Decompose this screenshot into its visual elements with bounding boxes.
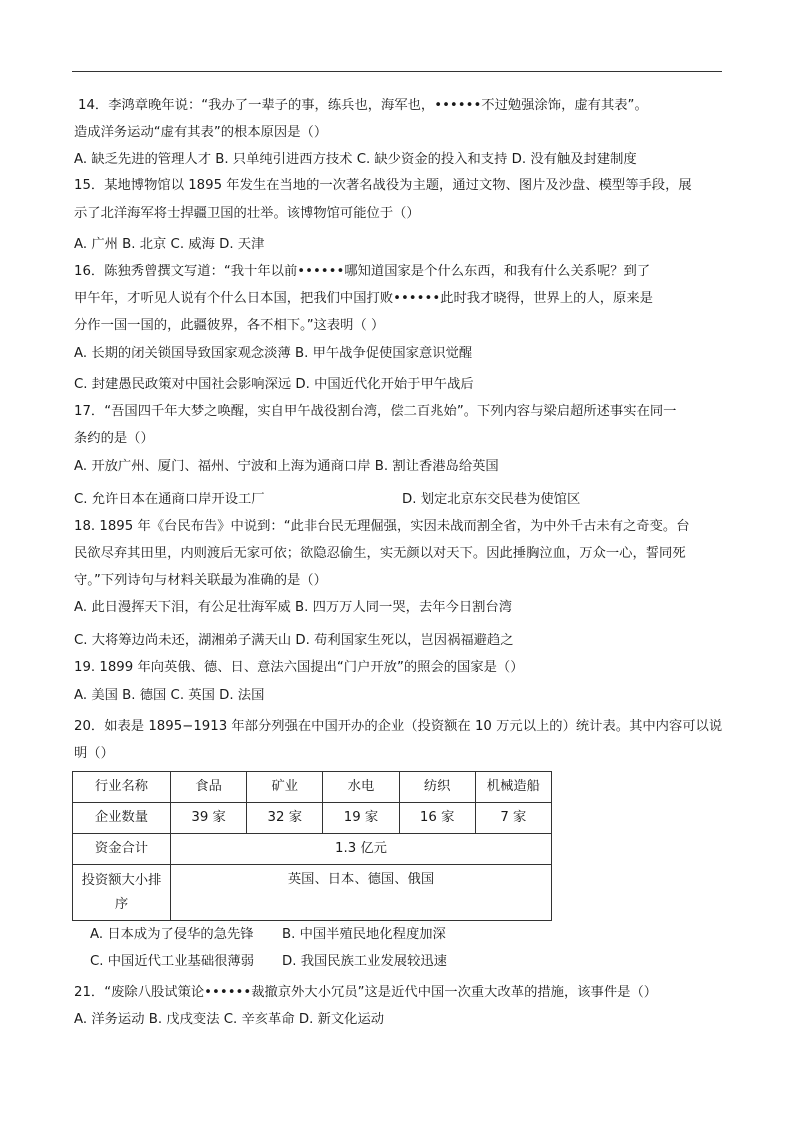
- rank-label-cell: [73, 865, 171, 921]
- q16-stem-line-1: 16．陈独秀曾撰文写道：“我十年以前••••••哪知道国家是个什么东西，和我有什么关系呢？到了: [74, 264, 651, 279]
- q14-stem-line-1: 14．李鸿章晚年说：“我办了一辈子的事，练兵也，海军也，••••••不过勉强涂饰，虚有其表”。: [78, 98, 648, 113]
- q20-option-a: A. 日本成为了侵华的急先锋: [90, 927, 254, 942]
- table-cell: 32 家: [247, 803, 323, 834]
- table-cell: 矿业: [247, 772, 323, 803]
- table-cell: 食品: [171, 772, 247, 803]
- table-cell: 机械造船: [475, 772, 551, 803]
- q20-option-b: B. 中国半殖民地化程度加深: [282, 927, 446, 942]
- table-row: [73, 803, 552, 834]
- q18-stem-line-3: 守。”下列诗句与材料关联最为准确的是（）: [74, 573, 327, 588]
- q15-options: A. 广州 B. 北京 C. 威海 D. 天津: [74, 237, 265, 252]
- table-cell: 企业数量: [73, 803, 171, 834]
- q21-options: A. 洋务运动 B. 戊戌变法 C. 辛亥革命 D. 新文化运动: [74, 1012, 385, 1027]
- table-row: [73, 865, 552, 921]
- q17-option-a-b: A. 开放广州、厦门、福州、宁波和上海为通商口岸 B. 割让香港岛给英国: [74, 459, 499, 474]
- q20-option-c: C. 中国近代工业基础很薄弱: [90, 954, 255, 969]
- header-rule: [72, 71, 722, 72]
- q15-stem-line-1: 15．某地博物馆以 1895 年发生在当地的一次著名战役为主题，通过文物、图片及沙盘、模型等手段，展: [74, 178, 692, 193]
- investment-stats-table: [72, 771, 552, 921]
- q19-stem: 19. 1899 年向英俄、德、日、意法六国提出“门户开放”的照会的国家是（）: [74, 660, 524, 675]
- q14-options: A. 缺乏先进的管理人才 B. 只单纯引进西方技术 C. 缺少资金的投入和支持 D. 没有触及封建制度: [74, 152, 637, 167]
- q20-stem-line-1: 20．如表是 1895−1913 年部分列强在中国开办的企业（投资额在 10 万元以上的）统计表。其中内容可以说: [74, 719, 723, 734]
- q16-stem-line-2: 甲午年，才听见人说有个什么日本国，把我们中国打败••••••此时我才晓得，世界上的人，原来是: [74, 291, 653, 306]
- table-cell: 19 家: [323, 803, 399, 834]
- q16-options-line-2: C. 封建愚民政策对中国社会影响深远 D. 中国近代化开始于甲午战后: [74, 377, 474, 392]
- table-row: [73, 834, 552, 865]
- rank-label-line-1: 投资额大小排: [81, 872, 162, 888]
- q17-option-d: D. 划定北京东交民巷为使馆区: [402, 492, 581, 507]
- table-cell: 纺织: [399, 772, 475, 803]
- rank-value-cell: 英国、日本、德国、俄国: [171, 865, 552, 921]
- q17-option-c: C. 允许日本在通商口岸开设工厂: [74, 492, 265, 507]
- q16-options-line-1: A. 长期的闭关锁国导致国家观念淡薄 B. 甲午战争促使国家意识觉醒: [74, 346, 473, 361]
- table-cell: 水电: [323, 772, 399, 803]
- q20-stem-line-2: 明（）: [74, 746, 114, 761]
- q15-stem-line-2: 示了北洋海军将士捍疆卫国的壮举。该博物馆可能位于（）: [74, 206, 420, 221]
- q20-option-d: D. 我国民族工业发展较迅速: [282, 954, 447, 969]
- q18-stem-line-2: 民欲尽弃其田里，内则渡后无家可依；欲隐忍偷生，实无颜以对天下。因此捶胸泣血，万众一心，誓同死: [74, 546, 686, 561]
- q18-options-line-1: A. 此日漫挥天下泪，有公足壮海军威 B. 四万万人同一哭，去年今日割台湾: [74, 600, 513, 615]
- q19-options: A. 美国 B. 德国 C. 英国 D. 法国: [74, 688, 265, 703]
- q17-stem-line-1: 17．“吾国四千年大梦之唤醒，实自甲午战役割台湾，偿二百兆始”。下列内容与梁启超所述事实在同一: [74, 404, 677, 419]
- q14-stem-line-2: 造成洋务运动“虚有其表”的根本原因是（）: [74, 125, 328, 140]
- q17-stem-line-2: 条约的是（）: [74, 431, 154, 446]
- rank-label-line-2: 序: [114, 896, 129, 912]
- q16-stem-line-3: 分作一国一国的，此疆彼界，各不相下。”这表明（ ）: [74, 318, 385, 333]
- table-cell: 16 家: [399, 803, 475, 834]
- capital-value-cell: 1.3 亿元: [171, 834, 552, 865]
- q18-stem-line-1: 18. 1895 年《台民布告》中说到：“此非台民无理倔强，实因未战而割全省，为中外千古未有之奇变。台: [74, 519, 690, 534]
- table-row: [73, 772, 552, 803]
- q18-options-line-2: C. 大将筹边尚未还，湖湘弟子满天山 D. 苟利国家生死以，岂因祸福避趋之: [74, 633, 514, 648]
- table-cell: 39 家: [171, 803, 247, 834]
- table-cell: 行业名称: [73, 772, 171, 803]
- q21-stem: 21．“废除八股试策论••••••裁撤京外大小冗员”这是近代中国一次重大改革的措施，该事件是（）: [74, 985, 658, 1000]
- table-cell: 7 家: [475, 803, 551, 834]
- capital-label-cell: 资金合计: [73, 834, 171, 865]
